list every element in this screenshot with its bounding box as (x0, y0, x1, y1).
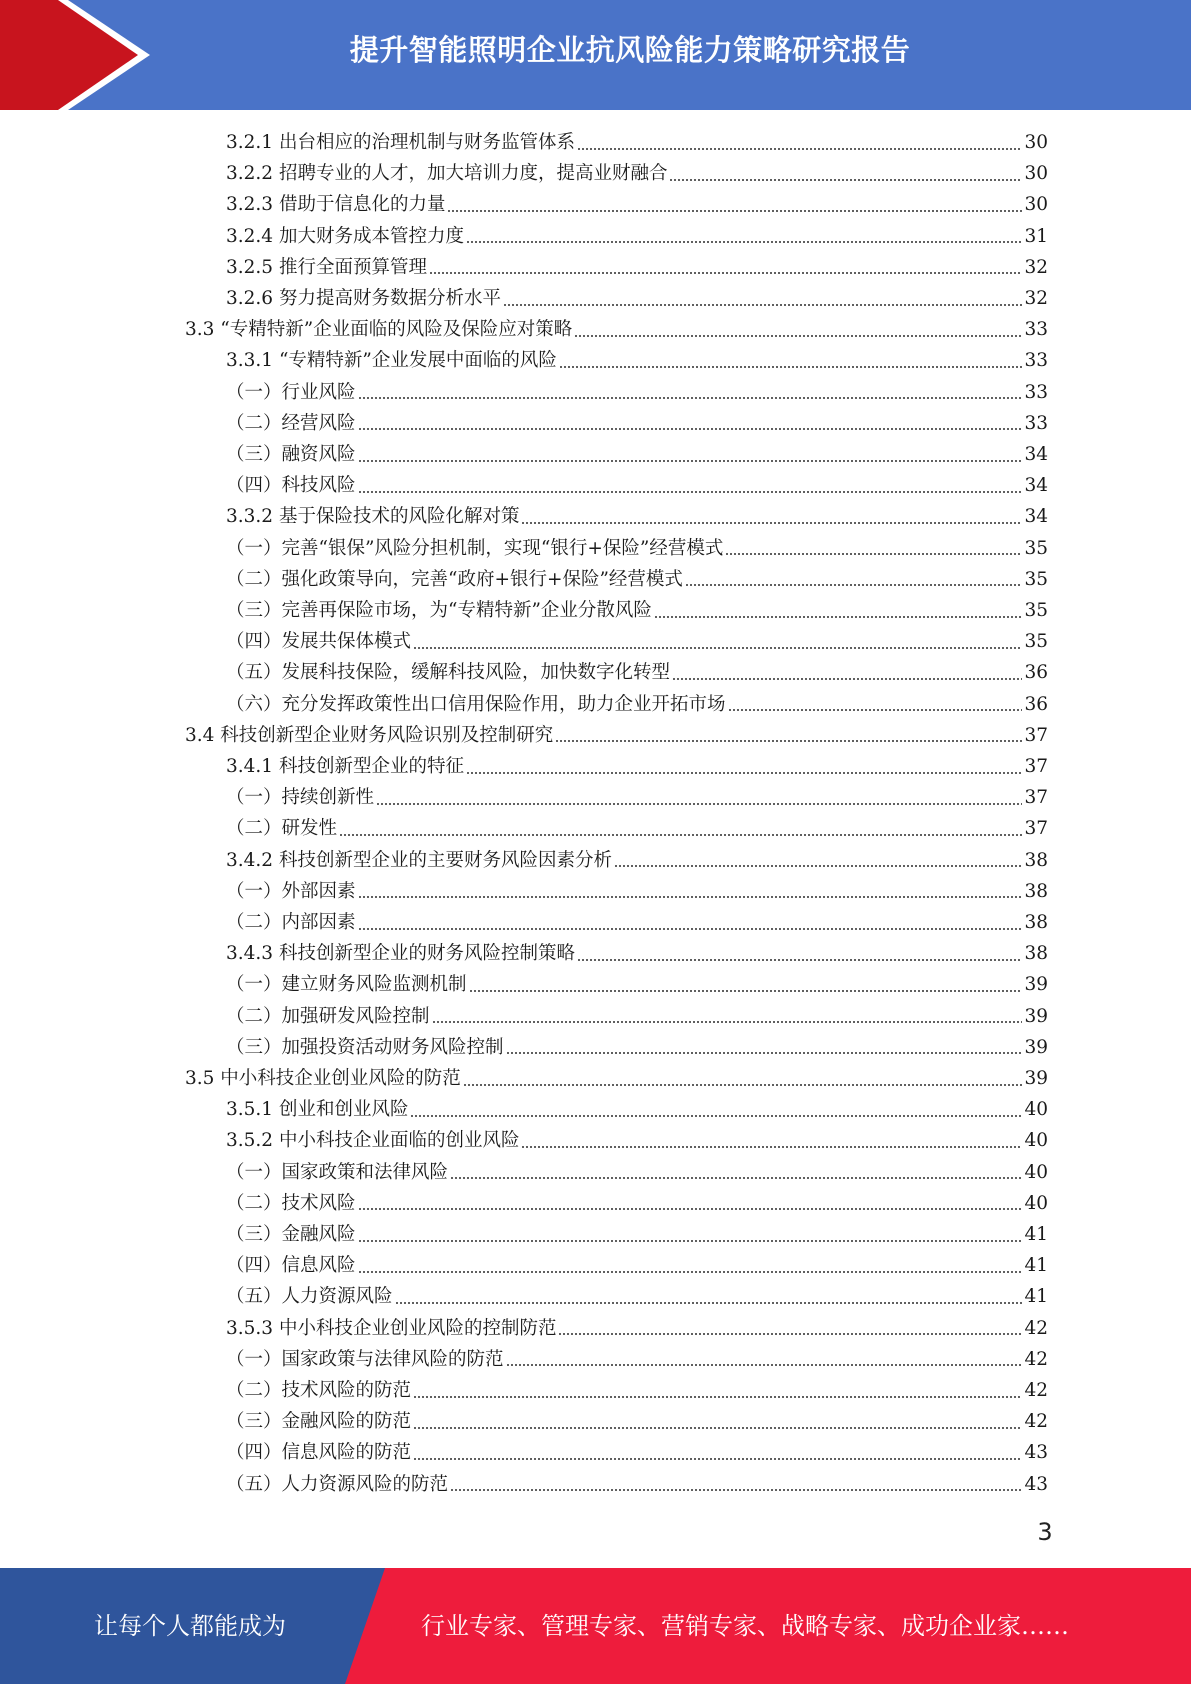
toc-dot-leader (358, 928, 1023, 930)
toc-entry[interactable] (226, 876, 1048, 907)
toc-dot-leader (358, 397, 1023, 399)
toc-entry[interactable] (185, 314, 1048, 345)
toc-entry[interactable] (226, 1250, 1048, 1281)
toc-entry-page: 36 (1024, 693, 1048, 715)
toc-dot-leader (410, 1115, 1022, 1117)
toc-entry[interactable] (226, 1281, 1048, 1312)
toc-entry-title: （一）建立财务风险监测机制 (226, 974, 467, 996)
toc-entry[interactable] (226, 969, 1048, 1000)
toc-entry-page: 38 (1024, 912, 1048, 933)
toc-entry[interactable] (226, 657, 1048, 688)
toc-dot-leader (725, 553, 1022, 555)
toc-entry-page: 40 (1024, 1099, 1048, 1121)
toc-entry[interactable] (226, 1188, 1048, 1219)
toc-entry[interactable] (226, 1001, 1048, 1032)
toc-dot-leader (395, 1302, 1023, 1304)
toc-entry-page: 41 (1024, 1224, 1048, 1245)
toc-entry-title: 3.4.2 科技创新型企业的主要财务风险因素分析 (226, 849, 612, 871)
toc-dot-leader (669, 179, 1022, 181)
toc-entry-title: （二）强化政策导向，完善“政府+银行+保险”经营模式 (226, 568, 683, 590)
toc-entry-page: 30 (1024, 194, 1048, 216)
toc-entry[interactable] (226, 1094, 1048, 1125)
toc-entry[interactable] (226, 470, 1048, 501)
toc-entry-page: 37 (1024, 818, 1048, 840)
header-banner (0, 0, 1191, 110)
toc-dot-leader (429, 272, 1022, 274)
toc-entry-title: 3.3 “专精特新”企业面临的风险及保险应对策略 (185, 319, 573, 341)
toc-dot-leader (577, 148, 1022, 150)
toc-entry[interactable] (226, 1344, 1048, 1375)
toc-entry-page: 34 (1024, 506, 1048, 528)
toc-entry-title: （二）内部因素 (226, 912, 356, 933)
toc-entry-title: （三）金融风险 (226, 1224, 356, 1245)
toc-entry-page: 36 (1024, 662, 1048, 684)
toc-entry[interactable] (226, 408, 1048, 439)
toc-entry[interactable] (226, 689, 1048, 720)
toc-entry-page: 42 (1024, 1411, 1048, 1433)
toc-entry[interactable] (226, 533, 1048, 564)
toc-dot-leader (463, 1084, 1023, 1086)
toc-entry-title: 3.2.4 加大财务成本管控力度 (226, 225, 464, 247)
toc-entry-page: 39 (1024, 1068, 1048, 1089)
toc-dot-leader (466, 772, 1022, 774)
toc-entry[interactable] (226, 564, 1048, 595)
toc-dot-leader (574, 335, 1022, 337)
toc-dot-leader (521, 522, 1022, 524)
toc-entry-page: 33 (1024, 381, 1048, 403)
toc-entry-page: 38 (1024, 880, 1048, 902)
toc-entry-title: （三）加强投资活动财务风险控制 (226, 1036, 504, 1058)
toc-dot-leader (654, 616, 1023, 618)
toc-entry-title: 3.4.1 科技创新型企业的特征 (226, 756, 464, 777)
toc-entry-title: （一）国家政策与法律风险的防范 (226, 1348, 504, 1370)
toc-entry-title: （二）加强研发风险控制 (226, 1005, 430, 1027)
toc-entry-page: 41 (1024, 1286, 1048, 1308)
toc-entry-page: 39 (1024, 1005, 1048, 1027)
page-number: 3 (1037, 1518, 1053, 1546)
toc-entry[interactable] (226, 751, 1048, 782)
toc-entry-title: （四）发展共保体模式 (226, 631, 412, 653)
toc-entry-page: 30 (1024, 132, 1048, 153)
toc-dot-leader (358, 460, 1023, 462)
toc-entry-title: 3.3.1 “专精特新”企业发展中面临的风险 (226, 350, 557, 372)
toc-entry-title: （五）人力资源风险 (226, 1286, 393, 1308)
toc-entry-title: 3.2.3 借助于信息化的力量 (226, 194, 446, 216)
toc-dot-leader (339, 834, 1022, 836)
toc-dot-leader (728, 709, 1023, 711)
toc-entry[interactable] (185, 720, 1048, 751)
toc-entry[interactable] (226, 252, 1048, 283)
toc-entry-title: （二）经营风险 (226, 412, 356, 434)
toc-entry-title: （一）行业风险 (226, 381, 356, 403)
toc-entry-title: 3.5.2 中小科技企业面临的创业风险 (226, 1130, 520, 1152)
toc-dot-leader (450, 1489, 1022, 1491)
toc-dot-leader (555, 740, 1022, 742)
toc-dot-leader (358, 1240, 1023, 1242)
toc-entry[interactable] (185, 1063, 1048, 1094)
toc-dot-leader (358, 428, 1023, 430)
toc-entry-title: （二）技术风险的防范 (226, 1380, 412, 1401)
toc-entry-title: （二）研发性 (226, 818, 338, 840)
toc-entry-page: 42 (1024, 1348, 1048, 1370)
toc-entry-title: （一）外部因素 (226, 880, 356, 902)
toc-entry-title: 3.4.3 科技创新型企业的财务风险控制策略 (226, 943, 575, 965)
toc-entry[interactable] (226, 595, 1048, 626)
toc-entry[interactable] (226, 938, 1048, 969)
toc-entry-page: 35 (1024, 568, 1048, 590)
toc-entry-page: 38 (1024, 943, 1048, 965)
toc-entry-title: （六）充分发挥政策性出口信用保险作用，助力企业开拓市场 (226, 693, 726, 715)
toc-dot-leader (506, 1364, 1023, 1366)
toc-entry-page: 43 (1024, 1473, 1048, 1495)
toc-entry-page: 39 (1024, 1036, 1048, 1058)
toc-entry[interactable] (226, 1313, 1048, 1344)
toc-entry-page: 32 (1024, 288, 1048, 309)
toc-entry-title: （三）金融风险的防范 (226, 1411, 412, 1433)
document-title: 提升智能照明企业抗风险能力策略研究报告 (349, 33, 911, 67)
toc-entry[interactable] (226, 439, 1048, 470)
toc-entry-title: （一）持续创新性 (226, 787, 375, 809)
toc-entry[interactable] (226, 845, 1048, 876)
toc-entry-title: （三）完善再保险市场，为“专精特新”企业分散风险 (226, 600, 652, 621)
toc-entry-page: 42 (1024, 1380, 1048, 1401)
toc-entry-title: （五）人力资源风险的防范 (226, 1473, 449, 1495)
toc-entry[interactable] (226, 1469, 1048, 1500)
toc-entry[interactable] (226, 283, 1048, 314)
toc-entry[interactable] (226, 189, 1048, 220)
toc-entry-page: 37 (1024, 724, 1048, 746)
toc-entry-title: 3.5.1 创业和创业风险 (226, 1099, 409, 1121)
toc-dot-leader (506, 1052, 1023, 1054)
toc-entry[interactable] (226, 127, 1048, 158)
toc-dot-leader (466, 241, 1022, 243)
toc-entry[interactable] (226, 1032, 1048, 1063)
toc-entry[interactable] (226, 782, 1048, 813)
toc-entry[interactable] (226, 1437, 1048, 1468)
toc-entry-page: 33 (1024, 412, 1048, 434)
toc-entry-title: 3.2.2 招聘专业的人才，加大培训力度，提高业财融合 (226, 163, 668, 185)
toc-dot-leader (376, 803, 1022, 805)
toc-entry-page: 32 (1024, 256, 1048, 278)
toc-entry-page: 34 (1024, 475, 1048, 497)
toc-dot-leader (469, 990, 1023, 992)
toc-dot-leader (450, 1177, 1022, 1179)
toc-entry[interactable] (226, 221, 1048, 252)
toc-entry-page: 43 (1024, 1442, 1048, 1464)
toc-dot-leader (503, 304, 1022, 306)
toc-dot-leader (577, 959, 1022, 961)
toc-entry-page: 35 (1024, 537, 1048, 559)
toc-entry-title: 3.3.2 基于保险技术的风险化解对策 (226, 506, 520, 528)
toc-dot-leader (614, 865, 1022, 867)
toc-entry-page: 39 (1024, 974, 1048, 996)
toc-entry-title: 3.5 中小科技企业创业风险的防范 (185, 1068, 461, 1089)
toc-dot-leader (672, 678, 1022, 680)
toc-dot-leader (358, 1208, 1023, 1210)
toc-entry[interactable] (226, 158, 1048, 189)
toc-entry-page: 40 (1024, 1192, 1048, 1214)
toc-entry-title: 3.2.6 努力提高财务数据分析水平 (226, 288, 501, 309)
toc-dot-leader (685, 584, 1023, 586)
toc-entry-page: 40 (1024, 1161, 1048, 1183)
toc-entry[interactable] (226, 377, 1048, 408)
toc-entry-title: （一）国家政策和法律风险 (226, 1161, 449, 1183)
toc-entry-page: 37 (1024, 787, 1048, 809)
toc-entry-title: （一）完善“银保”风险分担机制，实现“银行+保险”经营模式 (226, 537, 724, 559)
toc-entry-title: 3.2.1 出台相应的治理机制与财务监管体系 (226, 132, 575, 153)
toc-entry-page: 34 (1024, 444, 1048, 465)
toc-entry-title: 3.2.5 推行全面预算管理 (226, 256, 427, 278)
toc-dot-leader (413, 647, 1022, 649)
toc-entry-page: 38 (1024, 849, 1048, 871)
toc-entry-page: 33 (1024, 319, 1048, 341)
footer-slogan-left: 让每个人都能成为 (94, 1612, 286, 1640)
toc-entry-title: 3.4 科技创新型企业财务风险识别及控制研究 (185, 724, 554, 746)
toc-entry[interactable] (226, 501, 1048, 532)
toc-entry[interactable] (226, 1406, 1048, 1437)
toc-entry[interactable] (226, 813, 1048, 844)
toc-entry[interactable] (226, 345, 1048, 376)
toc-entry-title: （四）科技风险 (226, 475, 356, 497)
footer-banner (0, 1568, 1191, 1684)
toc-dot-leader (447, 210, 1022, 212)
toc-entry-title: （五）发展科技保险，缓解科技风险，加快数字化转型 (226, 662, 671, 684)
footer-slogan-right: 行业专家、管理专家、营销专家、战略专家、成功企业家…… (421, 1612, 1069, 1640)
toc-entry-page: 35 (1024, 631, 1048, 653)
toc-entry[interactable] (226, 1157, 1048, 1188)
toc-entry-page: 33 (1024, 350, 1048, 372)
toc-dot-leader (358, 491, 1023, 493)
toc-entry-page: 42 (1024, 1317, 1048, 1339)
toc-entry-page: 41 (1024, 1255, 1048, 1277)
toc-entry-title: （三）融资风险 (226, 444, 356, 465)
toc-entry[interactable] (226, 1125, 1048, 1156)
toc-dot-leader (521, 1146, 1022, 1148)
toc-entry-page: 31 (1024, 225, 1048, 247)
toc-dot-leader (413, 1458, 1022, 1460)
toc-entry-page: 35 (1024, 600, 1048, 621)
toc-dot-leader (358, 1271, 1023, 1273)
toc-dot-leader (413, 1396, 1022, 1398)
toc-entry[interactable] (226, 626, 1048, 657)
toc-dot-leader (432, 1021, 1023, 1023)
toc-dot-leader (559, 366, 1023, 368)
toc-entry-page: 37 (1024, 756, 1048, 777)
toc-entry[interactable] (226, 1219, 1048, 1250)
toc-entry-title: （四）信息风险的防范 (226, 1442, 412, 1464)
toc-entry-title: 3.5.3 中小科技企业创业风险的控制防范 (226, 1317, 557, 1339)
toc-entry-page: 30 (1024, 163, 1048, 185)
toc-dot-leader (413, 1427, 1022, 1429)
toc-entry[interactable] (226, 1375, 1048, 1406)
toc-dot-leader (558, 1333, 1022, 1335)
toc-entry[interactable] (226, 907, 1048, 938)
toc-entry-title: （二）技术风险 (226, 1192, 356, 1214)
toc-entry-page: 40 (1024, 1130, 1048, 1152)
toc-dot-leader (358, 896, 1023, 898)
toc-entry-title: （四）信息风险 (226, 1255, 356, 1277)
